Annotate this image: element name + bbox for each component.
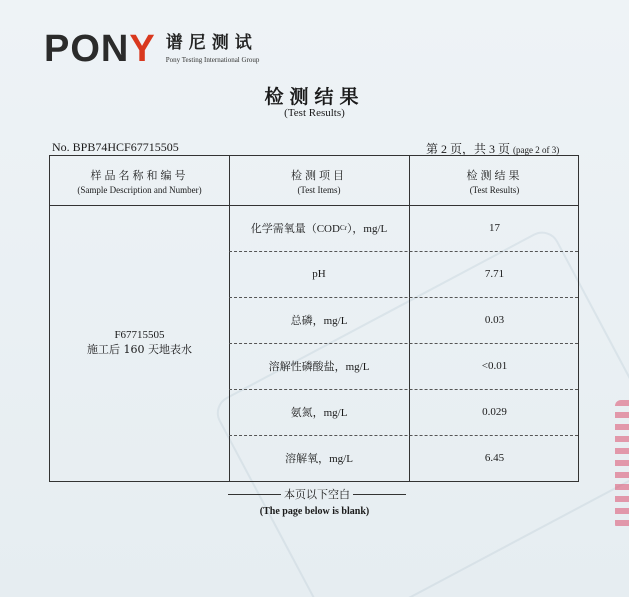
test-item: 总磷，mg/L bbox=[290, 315, 348, 327]
results-table bbox=[49, 155, 579, 482]
test-item-text: 化学需氧量（COD bbox=[250, 223, 340, 235]
header-items-cn: 检测项目 bbox=[291, 168, 347, 182]
page-indicator-cn: 第 2 页，共 3 页 bbox=[426, 142, 511, 156]
sample-cell bbox=[50, 205, 229, 481]
test-result: 17 bbox=[489, 222, 500, 234]
blank-rule-left bbox=[228, 494, 281, 495]
page-subtitle: (Test Results) bbox=[284, 107, 345, 119]
logo-chinese-name: 谱尼测试 bbox=[165, 33, 258, 54]
test-item: 氨氮，mg/L bbox=[290, 407, 348, 419]
header-results-en: (Test Results) bbox=[469, 184, 520, 195]
header-test-results bbox=[409, 156, 580, 205]
test-item: 溶解性磷酸盐，mg/L bbox=[268, 361, 370, 373]
header-sample-en: (Sample Description and Number) bbox=[77, 184, 202, 195]
test-item-subscript: Cr bbox=[339, 224, 347, 232]
blank-rule-right bbox=[353, 494, 406, 495]
page-title: 检测结果 bbox=[264, 86, 365, 108]
blank-notice-en: (The page below is blank) bbox=[259, 506, 370, 517]
test-item-unit: ），mg/L bbox=[346, 223, 388, 235]
test-item: pH bbox=[312, 268, 326, 280]
page-indicator-en: (page 2 of 3) bbox=[513, 145, 560, 155]
test-result: 7.71 bbox=[484, 268, 505, 280]
logo-wordmark-accent: Y bbox=[129, 28, 156, 70]
test-item bbox=[229, 205, 409, 251]
header-results-cn: 检测结果 bbox=[466, 168, 523, 182]
header-items-en: (Test Items) bbox=[297, 184, 341, 195]
logo-english-name: Pony Testing International Group bbox=[165, 55, 260, 64]
sample-description: 施工后 160 天地表水 bbox=[87, 343, 192, 356]
header-sample bbox=[50, 156, 229, 205]
test-result: 6.45 bbox=[484, 452, 505, 464]
header-test-items bbox=[229, 156, 409, 205]
blank-notice bbox=[228, 486, 406, 502]
logo-side bbox=[166, 34, 260, 64]
test-result: 0.03 bbox=[484, 314, 505, 326]
sample-number: F67715505 bbox=[114, 329, 165, 342]
company-logo bbox=[44, 30, 259, 68]
blank-notice-cn: 本页以下空白 bbox=[284, 488, 350, 501]
report-number: No. BPB74HCF67715505 bbox=[52, 140, 179, 154]
header-sample-cn: 样品名称和编号 bbox=[90, 168, 189, 182]
logo-wordmark-text: PONY bbox=[44, 28, 156, 70]
test-result: <0.01 bbox=[481, 360, 508, 372]
test-result: 0.029 bbox=[482, 406, 507, 418]
test-item: 溶解氧，mg/L bbox=[285, 453, 353, 465]
logo-wordmark bbox=[44, 30, 156, 68]
